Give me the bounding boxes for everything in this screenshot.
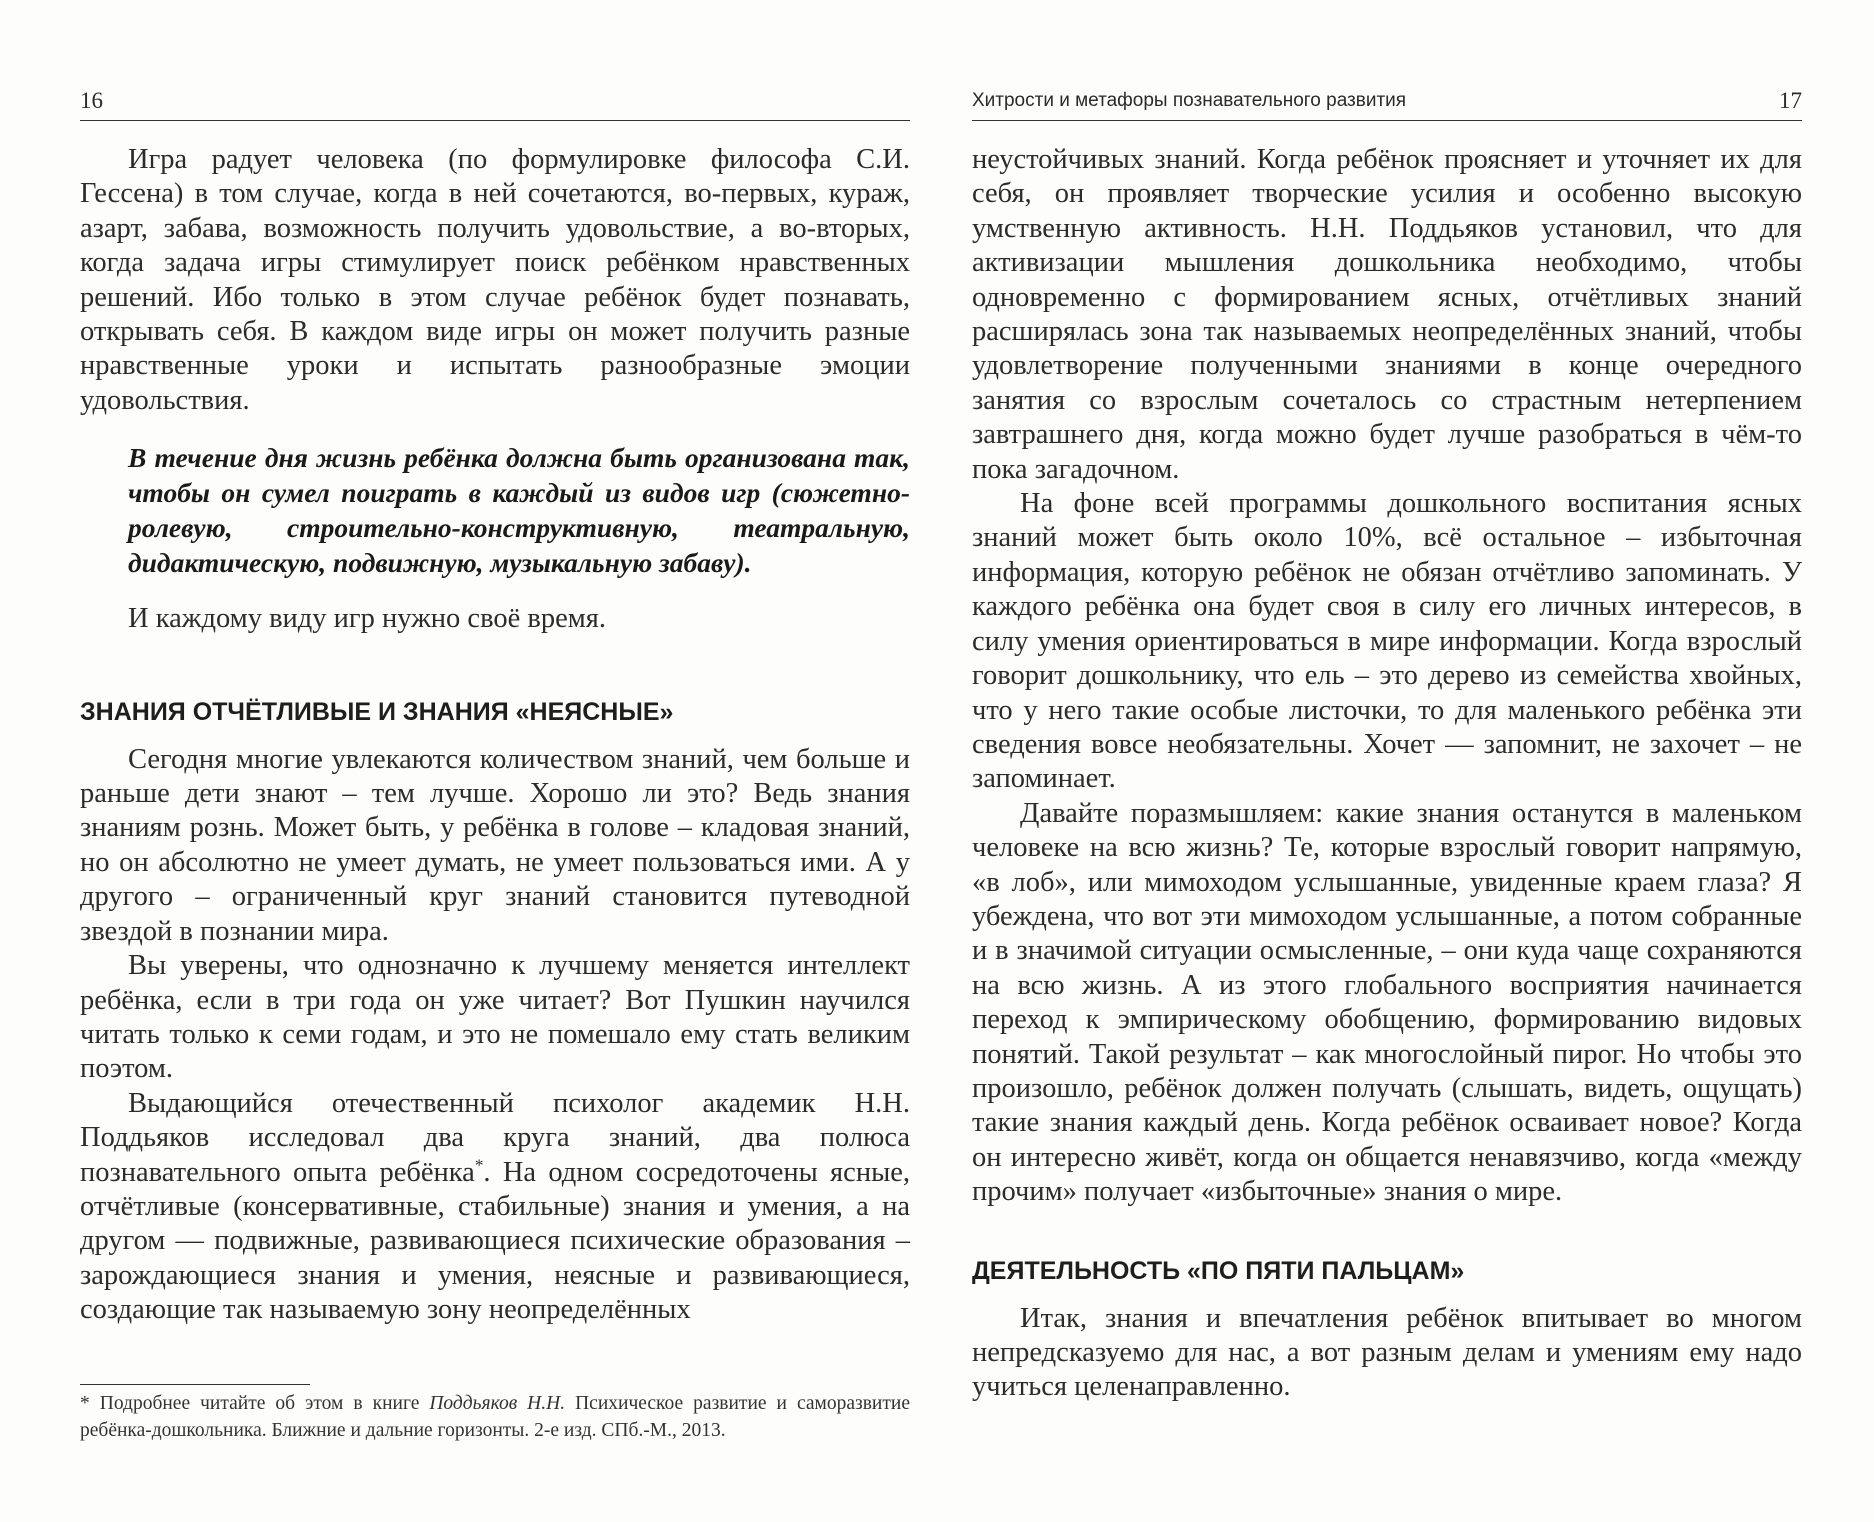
highlighted-callout: В течение дня жизнь ребёнка должна быть организована так, чтобы он сумел поиграть в каждый из видов игр (сюжетно-ролевую, строительно-конструктивную, театральную, дидактическую, подвижную, музыкальную забаву). [128,442,910,579]
right-paragraph-2: На фоне всей программы дошкольного воспитания ясных знаний может быть около 10%, всё остальное – избыточная информация, которую ребёнок не обязан отчётливо запоминать. У каждого ребёнка она будет своя в силу его личных интересов, в силу умения ориентироваться в мире информации. Когда взрослый говорит дошкольнику, что ель – это дерево из семейства хвойных, что у него такие особые листочки, то для маленького ребёнка эти сведения вовсе необязательны. Хочет — запомнит, не захочет – не запоминает. [972,488,1802,795]
footnote-divider [80,1384,310,1385]
right-paragraph-3: Давайте поразмышляем: какие знания останутся в маленьком человеке на всю жизнь? Те, которые взрослый говорит напрямую, «в лоб», или мимоходом услышанные, увиденные краем глаза? Я убеждена, что вот эти мимоходом услышанные, а потом собранные и в значимой ситуации осмысленные, – они куда чаще сохраняются на всю жизнь. А из этого глобального восприятия начинается переход к эмпирическому обобщению, формированию видовых понятий. Такой результат – как многослойный пирог. Но чтобы это произошло, ребёнок должен получать (слышать, видеть, ощущать) такие знания каждый день. Когда ребёнок осваивает новое? Когда он интересно живёт, когда он общается ненавязчиво, когда «между прочим» получает «избыточные» знания о мире. [972,797,1802,1208]
footnote-mark: * [474,1155,484,1175]
right-paragraph-4: Итак, знания и впечатления ребёнок впитывает во многом непредсказуемо для нас, а вот разным делам и умениям ему надо учиться целенаправленно. [972,1302,1802,1403]
left-paragraph-5-end: . На одном сосредоточены ясные, отчётливые (консервативные, стабильные) знания и умения, а на другом — подвижные, развивающиеся психические образования – зарождающиеся знания и умения, неясные и развивающиеся, создающие так называемую зону неопределённых [80,1156,910,1326]
right-page [972,0,1802,1522]
left-paragraph-5 [80,1087,910,1328]
right-body-text [972,143,1802,1405]
left-paragraph-5-start: Выдающийся отечественный психолог академик Н.Н. Поддьяков исследовал два круга знаний, два полюса познавательного опыта ребёнка [80,1087,910,1188]
left-page-number: 16 [80,88,103,113]
left-body-text [80,143,910,1328]
left-paragraph-3: Сегодня многие увлекаются количеством знаний, чем больше и раньше дети знают – тем лучше. Хорошо ли это? Ведь знания знаниям рознь. Может быть, у ребёнка в голове – кладовая знаний, но он абсолютно не умеет думать, не умеет пользоваться ими. А у другого – ограниченный круг знаний становится путеводной звездой в познании мира. [80,743,910,947]
left-paragraph-4: Вы уверены, что однозначно к лучшему меняется интеллект ребёнка, если в три года он уже читает? Вот Пушкин научился читать только к семи годам, и это не помешало ему стать великим поэтом. [80,950,910,1085]
left-paragraph-1: Игра радует человека (по формулировке философа С.И. Гессена) в том случае, когда в ней сочетаются, во-первых, кураж, азарт, забава, возможность получить удовольствие, а во-вторых, когда задача игры стимулирует поиск ребёнком нравственных решений. Ибо только в этом случае ребёнок будет познавать, открывать себя. В каждом виде игры он может получить разные нравственные уроки и испытать разнообразные эмоции удовольствия. [80,144,910,416]
section-heading-activity: ДЕЯТЕЛЬНОСТЬ «ПО ПЯТИ ПАЛЬЦАМ» [972,1256,1465,1285]
left-paragraph-2: И каждому виду игр нужно своё время. [128,603,606,635]
footnote-author: Поддьяков Н.Н. [429,1393,566,1414]
right-running-head [972,88,1802,121]
footnote [80,1390,910,1444]
left-running-head [80,88,910,121]
footnote-prefix: * Подробнее читайте об этом в книге [80,1393,430,1414]
right-page-number: 17 [1779,88,1802,113]
left-page [80,0,910,1522]
right-paragraph-1: неустойчивых знаний. Когда ребёнок проясняет и уточняет их для себя, он проявляет творческие усилия и особенно высокую умственную активность. Н.Н. Поддьяков установил, что для активизации мышления дошкольника необходимо, чтобы одновременно с формированием ясных, отчётливых знаний расширялась зона так называемых неопределённых знаний, чтобы удовлетворение полученными знаниями в конце очередного занятия со взрослым сочеталось со страстным нетерпением завтрашнего дня, когда можно будет лучше разобраться в чём-то пока загадочном. [972,144,1802,485]
section-heading-knowledge: ЗНАНИЯ ОТЧЁТЛИВЫЕ И ЗНАНИЯ «НЕЯСНЫЕ» [80,697,674,726]
running-head-title: Хитрости и метафоры познавательного развития [972,90,1407,111]
footnote-rest: Психическое развитие и саморазвитие ребёнка-дошкольника. Ближние и дальние горизонты. 2-е изд. СПб.-М., 2013. [80,1393,910,1441]
